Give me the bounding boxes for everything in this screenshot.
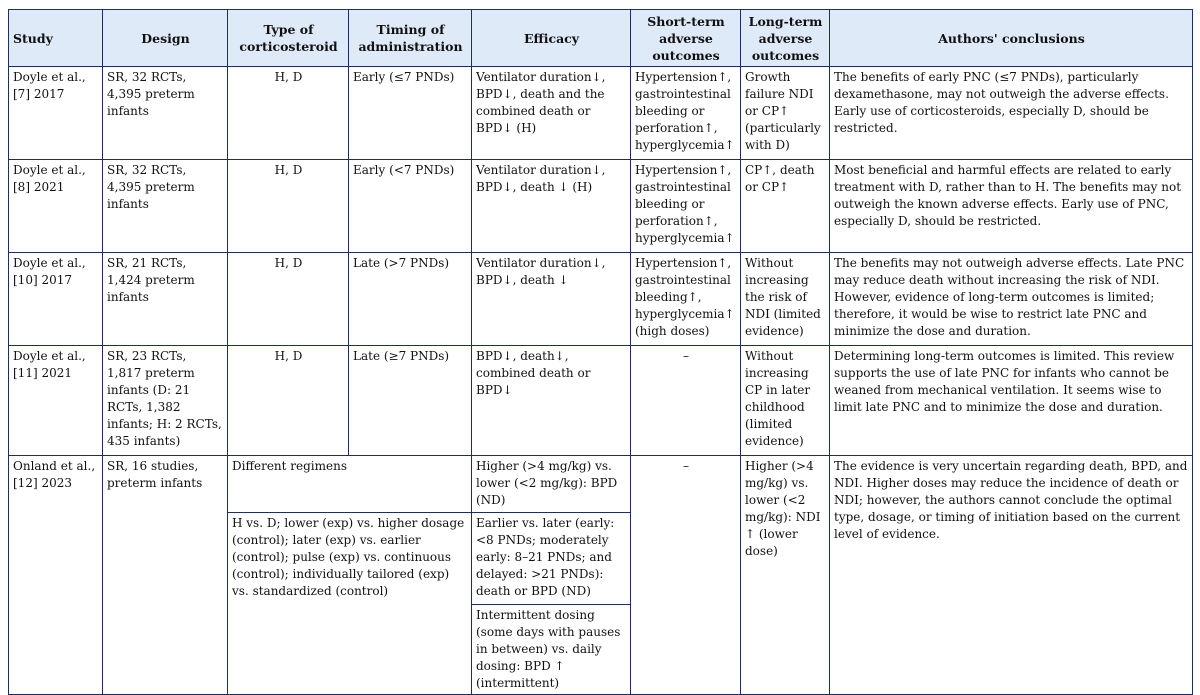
col-header-short-term: Short-term adverse outcomes bbox=[631, 10, 741, 67]
cell-conclusions: Most beneficial and harmful effects are related to early treatment with D, rather than to H. The benefits may not outweigh the known adverse effects. Early use of PNC, especially D, should be restricted. bbox=[830, 160, 1193, 253]
cell-long-term: Without increasing the risk of NDI (limited evidence) bbox=[741, 253, 830, 346]
table-row bbox=[9, 160, 1193, 253]
cell-short-term: Hypertension↑, gastrointestinal bleeding or perforation↑, hyperglycemia↑ bbox=[631, 160, 741, 253]
table-row bbox=[9, 253, 1193, 346]
col-header-study: Study bbox=[9, 10, 103, 67]
cell-short-term: – bbox=[631, 346, 741, 456]
cell-long-term: CP↑, death or CP↑ bbox=[741, 160, 830, 253]
table-row bbox=[9, 67, 1193, 160]
cell-design: SR, 16 studies, preterm infants bbox=[103, 456, 228, 695]
cell-design: SR, 23 RCTs, 1,817 preterm infants (D: 21 RCTs, 1,382 infants; H: 2 RCTs, 435 infants) bbox=[103, 346, 228, 456]
cell-efficacy: Ventilator duration↓, BPD↓, death and the combined death or BPD↓ (H) bbox=[472, 67, 631, 160]
cell-short-term: – bbox=[631, 456, 741, 695]
cell-short-term: Hypertension↑, gastrointestinal bleeding or perforation↑, hyperglycemia↑ bbox=[631, 67, 741, 160]
cell-study: Doyle et al., [10] 2017 bbox=[9, 253, 103, 346]
cell-efficacy: BPD↓, death↓, combined death or BPD↓ bbox=[472, 346, 631, 456]
cell-study: Onland et al., [12] 2023 bbox=[9, 456, 103, 695]
col-header-design: Design bbox=[103, 10, 228, 67]
cell-regimens: Different regimens bbox=[228, 456, 472, 513]
cell-conclusions: The evidence is very uncertain regarding death, BPD, and NDI. Higher doses may reduce the incidence of death or NDI; however, the authors cannot conclude the optimal type, dosage, or timing of initiation based on the current level of evidence. bbox=[830, 456, 1193, 695]
cell-conclusions: Determining long-term outcomes is limited. This review supports the use of late PNC for infants who cannot be weaned from mechanical ventilation. It seems wise to limit late PNC and to minimize the dose and duration. bbox=[830, 346, 1193, 456]
table-row bbox=[9, 456, 1193, 513]
col-header-long-term: Long-term adverse outcomes bbox=[741, 10, 830, 67]
cell-long-term: Growth failure NDI or CP↑ (particularly with D) bbox=[741, 67, 830, 160]
cell-short-term: Hypertension↑, gastrointestinal bleeding↑, hyperglycemia↑ (high doses) bbox=[631, 253, 741, 346]
cell-timing: Late (≥7 PNDs) bbox=[349, 346, 472, 456]
cell-study: Doyle et al., [7] 2017 bbox=[9, 67, 103, 160]
cell-long-term: Higher (>4 mg/kg) vs. lower (<2 mg/kg): NDI ↑ (lower dose) bbox=[741, 456, 830, 695]
cell-conclusions: The benefits may not outweigh adverse effects. Late PNC may reduce death without increasing the risk of NDI. However, evidence of long-term outcomes is limited; therefore, it would be wise to restrict late PNC and minimize the dose and duration. bbox=[830, 253, 1193, 346]
col-header-efficacy: Efficacy bbox=[472, 10, 631, 67]
cell-timing: Late (>7 PNDs) bbox=[349, 253, 472, 346]
cell-design: SR, 21 RCTs, 1,424 preterm infants bbox=[103, 253, 228, 346]
cell-timing: Early (<7 PNDs) bbox=[349, 160, 472, 253]
header-row bbox=[9, 10, 1193, 67]
col-header-conclusions: Authors' conclusions bbox=[830, 10, 1193, 67]
review-table bbox=[8, 9, 1193, 695]
cell-type: H, D bbox=[228, 67, 349, 160]
cell-efficacy: Earlier vs. later (early: <8 PNDs; moderately early: 8–21 PNDs; and delayed: >21 PNDs): death or BPD (ND) bbox=[472, 513, 631, 605]
cell-conclusions: The benefits of early PNC (≤7 PNDs), particularly dexamethasone, may not outweigh the adverse effects. Early use of corticosteroids, especially D, should be restricted. bbox=[830, 67, 1193, 160]
col-header-timing: Timing of administration bbox=[349, 10, 472, 67]
cell-comparisons: H vs. D; lower (exp) vs. higher dosage (control); later (exp) vs. earlier (control); pulse (exp) vs. continuous (control); individually tailored (exp) vs. standardized (control) bbox=[228, 513, 472, 695]
cell-efficacy: Intermittent dosing (some days with pauses in between) vs. daily dosing: BPD ↑ (intermittent) bbox=[472, 605, 631, 695]
cell-type: H, D bbox=[228, 346, 349, 456]
cell-type: H, D bbox=[228, 253, 349, 346]
cell-study: Doyle et al., [11] 2021 bbox=[9, 346, 103, 456]
cell-long-term: Without increasing CP in later childhood (limited evidence) bbox=[741, 346, 830, 456]
cell-type: H, D bbox=[228, 160, 349, 253]
cell-study: Doyle et al., [8] 2021 bbox=[9, 160, 103, 253]
table-row bbox=[9, 346, 1193, 456]
cell-design: SR, 32 RCTs, 4,395 preterm infants bbox=[103, 67, 228, 160]
cell-timing: Early (≤7 PNDs) bbox=[349, 67, 472, 160]
col-header-type: Type of corticosteroid bbox=[228, 10, 349, 67]
cell-efficacy: Higher (>4 mg/kg) vs. lower (<2 mg/kg): BPD (ND) bbox=[472, 456, 631, 513]
cell-design: SR, 32 RCTs, 4,395 preterm infants bbox=[103, 160, 228, 253]
cell-efficacy: Ventilator duration↓, BPD↓, death ↓ (H) bbox=[472, 160, 631, 253]
cell-efficacy: Ventilator duration↓, BPD↓, death ↓ bbox=[472, 253, 631, 346]
